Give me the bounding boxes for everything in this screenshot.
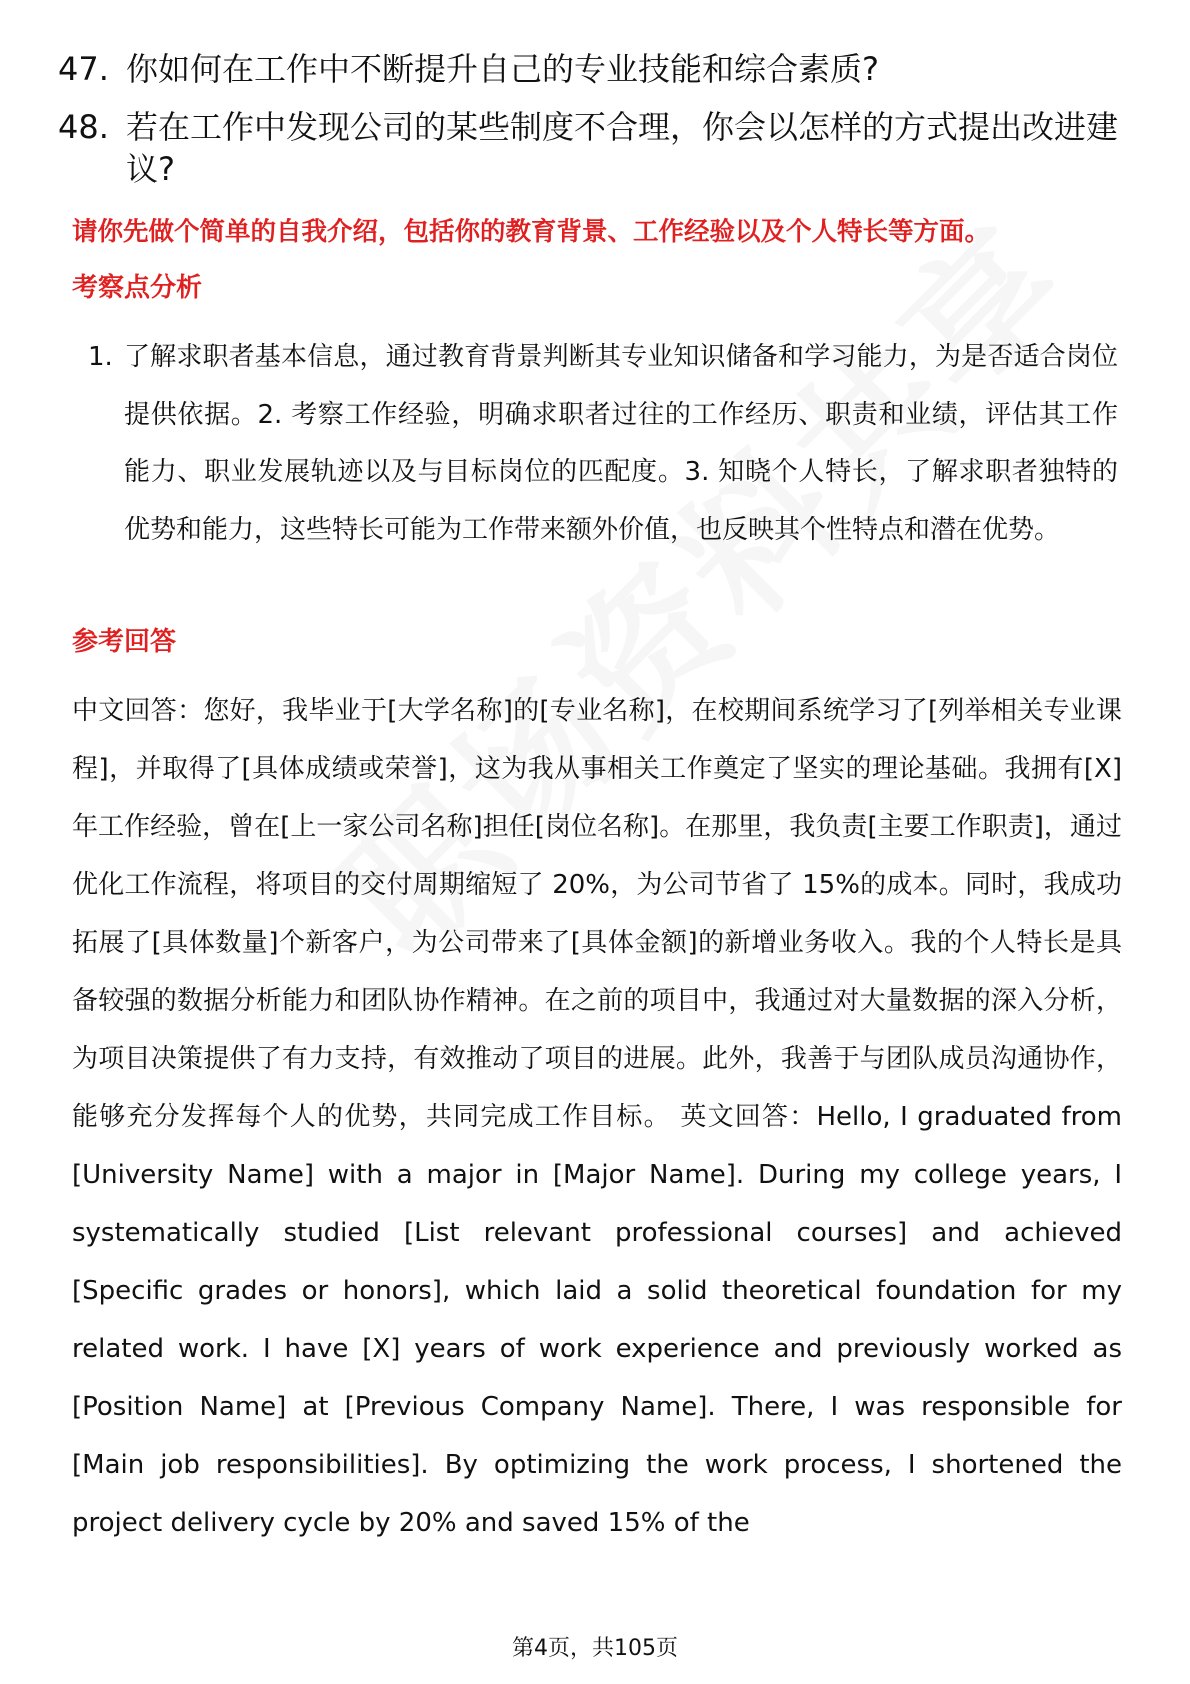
list-number: 1. — [88, 342, 113, 372]
analysis-text: 了解求职者基本信息，通过教育背景判断其专业知识储备和学习能力，为是否适合岗位提供依据。2. 考察工作经验，明确求职者过往的工作经历、职责和业绩，评估其工作能力、职业发展轨迹以及与目标岗位的匹配度。3. 知晓个人特长，了解求职者独特的优势和能力，这些特长可能为工作带来额外价值，也反映其个性特点和潜在优势。 — [124, 342, 1118, 545]
answer-heading: 参考回答 — [72, 627, 177, 657]
question-number: 48. — [58, 108, 109, 146]
answer-text: 中文回答：您好，我毕业于[大学名称]的[专业名称]，在校期间系统学习了[列举相关专业课程]，并取得了[具体成绩或荣誉]，这为我从事相关工作奠定了坚实的理论基础。我拥有[X]年工作经验，曾在[上一家公司名称]担任[岗位名称]。在那里，我负责[主要工作职责]，通过优化工作流程，将项目的交付周期缩短了 20%，为公司节省了 15%的成本。同时，我成功拓展了[具体数量]个新客户，为公司带来了[具体金额]的新增业务收入。我的个人特长是具备较强的数据分析能力和团队协作精神。在之前的项目中，我通过对大量数据的深入分析，为项目决策提供了有力支持，有效推动了项目的进展。此外，我善于与团队成员沟通协作，能够充分发挥每个人的优势，共同完成工作目标。 英文回答：Hello, I graduated from [University Name] with a major in [Major Name]. During my college years, I systematically studied [List relevant professional courses] and achieved [Specific grades or honors], which laid a solid theoretical foundation for my related work. I have [X] years of work experience and previously worked as [Position Name] at [Previous Company Name]. There, I was responsible for [Main job responsibilities]. By optimizing the work process, I shortened the project delivery cycle by 20% and saved 15% of the — [72, 696, 1122, 1538]
question-47 — [58, 48, 1138, 90]
page-footer: 第4页，共105页 — [512, 1636, 678, 1661]
question-number: 47. — [58, 50, 109, 88]
question-text: 若在工作中发现公司的某些制度不合理，你会以怎样的方式提出改进建议? — [126, 108, 1119, 188]
analysis-heading: 考察点分析 — [72, 273, 203, 303]
question-text: 你如何在工作中不断提升自己的专业技能和综合素质? — [126, 50, 879, 88]
analysis-list-item — [88, 329, 1118, 559]
main-question: 请你先做个简单的自我介绍，包括你的教育背景、工作经验以及个人特长等方面。 — [72, 217, 991, 247]
question-48 — [58, 106, 1138, 190]
